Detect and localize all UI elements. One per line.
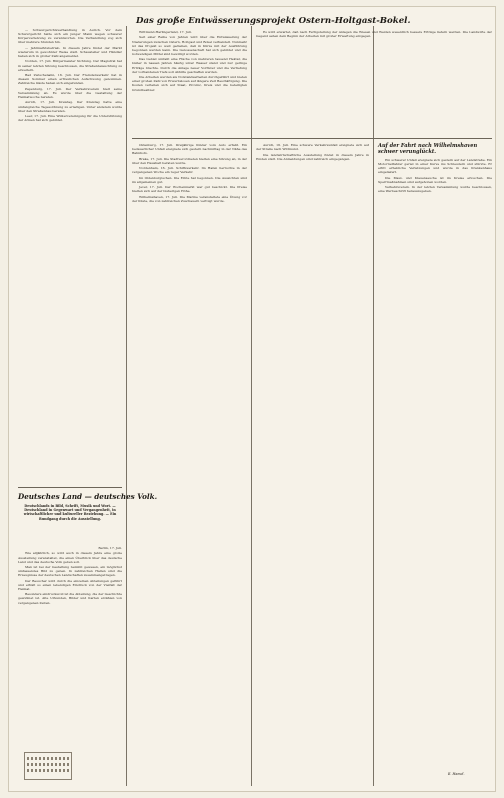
middle-column — [132, 143, 247, 773]
paragraph: Die landwirtschaftliche Ausstellung findet in diesem Jahre in Emden statt. Die Anmeldungen sind zahlreich eingegangen. — [256, 152, 369, 161]
paragraph: Der Besucher wird durch die einzelnen Abteilungen geführt und erhält so einen lebendigen Eindruck von der Vielfalt der Heimat. — [18, 578, 122, 591]
deck-deutsches-land: Deutschlands in Bild, Schrift, Musik und Wort. — Deutschland in Gegenwart und Vergangenheit, in wirtschaftlicher und kultureller Beziehung. — Ein Rundgang durch die Ausstellung. — [23, 504, 117, 521]
left-column-bottom — [18, 546, 122, 751]
paragraph: — Schwurgerichtsverhandlung in Aurich. Vor dem Schwurgericht hatte sich ein junger Mann wegen schwerer Körperverletzung zu verantworten. Die Verhandlung zog sich über mehrere Stunden hin. — [18, 28, 122, 45]
column-rule — [126, 26, 127, 786]
paragraph: — Jahrmarktsbetrieb. In diesem Jahre findet der Markt wiederum in gewohnter Weise statt. Schausteller und Händler haben sich in großer Zahl angemeldet. — [18, 45, 122, 59]
paragraph: Bad Zwischenahn, 16. Juli. Der Fremdenverkehr hat in diesem Sommer einen erfreulichen Aufschwung genommen. Zahlreiche Gäste haben sich eingefunden. — [18, 73, 122, 86]
right-column-a — [256, 143, 369, 773]
headline-deutsches-land: Deutsches Land — deutsches Volk. — [18, 492, 158, 501]
paragraph: Aurich, 16. Juli. Eine schwere Verkehrsunfall ereignete sich auf der Straße nach Wittmund. — [256, 143, 369, 152]
signature: E. Hamel. — [448, 772, 465, 776]
paragraph: Norden, 17. Juli. Bürgermeister Sichtung. Der Magistrat hat in seiner letzten Sitzung beschlossen, die Straßenbeleuchtung zu erweitern. — [18, 59, 122, 72]
paragraph: Jever, 17. Juli. Der Wochenmarkt war gut beschickt. Die Preise hielten sich auf der bisherigen Höhe. — [132, 185, 247, 194]
paragraph: Man ist bei der Gestaltung bemüht gewesen, ein möglichst umfassendes Bild zu geben. In zahlreichen Hallen sind die Erzeugnisse der deutschen Landschaften zusammengetragen. — [18, 565, 122, 578]
right-column-b — [378, 158, 492, 768]
newspaper-page — [8, 6, 496, 792]
paragraph: Es wird erwartet, daß nach Fertigstellung der Anlagen die Wiesen und Weiden wesentlich bessere Erträge liefern werden. Die Landwirte der Gegend sehen dem Beginn der Arbeiten mit großer Erwartung entgegen. — [256, 30, 492, 39]
paragraph: Papenburg, 17. Juli. Der Verkehrsverein hielt seine Versammlung ab. Es wurde über die Gestaltung der Heimatwoche beraten. — [18, 86, 122, 100]
left-column-top — [18, 28, 122, 493]
dateline: Wittmund-Harlingerland, 17. Juli. — [139, 30, 192, 34]
paragraph: Besonders eindrucksvoll ist die Abteilung, die der Geschichte gewidmet ist. Alte Urkunden, Bilder und Karten erzählen von vergangenen Zeiten. — [18, 592, 122, 605]
column-rule — [373, 26, 374, 786]
paragraph: Die Arbeiten werden als Notstandsarbeiten durchgeführt und bieten einer großen Zahl von Erwerbslosen auf längere Zeit Beschäftigung. Die Kosten verteilen sich auf Staat, Provinz, Kreis und die beteiligten Grundbesitzer. — [132, 75, 247, 92]
paragraph: Oldenburg, 17. Juli. Dreijährige Kinder vom Auto erfaßt. Ein bedauerlicher Unfall ereignete sich gestern nachmittag in der Nähe des Bahnhofs. — [132, 143, 247, 156]
column-rule — [251, 26, 252, 786]
paragraph: Im Oldenburgischen. Die Ernte hat begonnen. Die Aussichten sind im allgemeinen gut. — [132, 175, 247, 184]
paragraph: Das Gebiet umfaßt eine Fläche von mehreren tausend Hektar, die bisher in nassen Jahren häufig unter Wasser stand und nur geringe Erträge brachte. Durch die Anlage neuer Vorfluter und die Vertiefung der vorhandenen Tiefs soll Abhilfe geschaffen werden. — [132, 57, 247, 74]
headline-main: Das große Entwässerungsprojekt Ostern-Holtgast-Bokel. — [136, 16, 411, 26]
paragraph: Leer, 17. Juli. Eine Wintervereinigung für die Unterstützung der Armen hat sich gebildet. — [18, 114, 122, 123]
archive-stamp-icon — [24, 752, 72, 780]
main-article-col-a — [132, 30, 247, 135]
paragraph: Die Maul- und Klauenseuche ist im Kreise erloschen. Die Sperrmaßnahmen sind aufgehoben worden. — [378, 175, 492, 184]
dateline: Berlin, 17. Juli. — [98, 546, 122, 550]
paragraph: Wie alljährlich, so wird auch in diesem Jahre eine große Ausstellung veranstaltet, die einen Überblick über das deutsche Land und das deutsche Volk geben soll. — [18, 551, 122, 564]
paragraph: Ein schwerer Unfall ereignete sich gestern auf der Landstraße. Ein Motorradfahrer geriet in einer Kurve ins Schleudern und stürzte. Er erlitt erhebliche Verletzungen und wurde in das Krankenhaus eingeliefert. — [378, 158, 492, 175]
paragraph: Brake, 17. Juli. Die Stadtverordneten hielten eine Sitzung ab, in der über den Haushalt beraten wurde. — [132, 156, 247, 165]
section-rule — [132, 138, 492, 139]
main-article-col-b — [256, 30, 492, 130]
subhead-unfall: Auf der Fahrt nach Wilhelmshaven schwer verunglückt. — [378, 143, 478, 156]
paragraph: Wilhelmshaven, 17. Juli. Die Marine veranstaltete eine Übung vor der Küste, die von zahlreichen Zuschauern verfolgt wurde. — [132, 194, 247, 203]
paragraph: Aurich, 17. Juli. Kreistag. Der Kreistag hatte eine umfangreiche Tagesordnung zu erledigen. Unter anderem wurde über den Straßenbau beraten. — [18, 100, 122, 113]
paragraph: Seit einer Reihe von Jahren wird über die Entwässerung der Niederungen zwischen Ostern, Holtgast und Bokel verhandelt. Nunmehr ist das Projekt so weit gediehen, daß in Kürze mit der Ausführung begonnen werden kann. Die Genossenschaft hat sich gebildet und die notwendigen Mittel sind bewilligt worden. — [132, 35, 247, 56]
section-rule — [18, 487, 122, 488]
paragraph: Verkehrsverein. In der letzten Versammlung wurde beschlossen, eine Werbeschrift herauszugeben. — [378, 185, 492, 194]
paragraph: Nordenham, 16. Juli. Schiffsverkehr. Im Hafen herrschte in der vergangenen Woche ein reger Verkehr. — [132, 166, 247, 175]
